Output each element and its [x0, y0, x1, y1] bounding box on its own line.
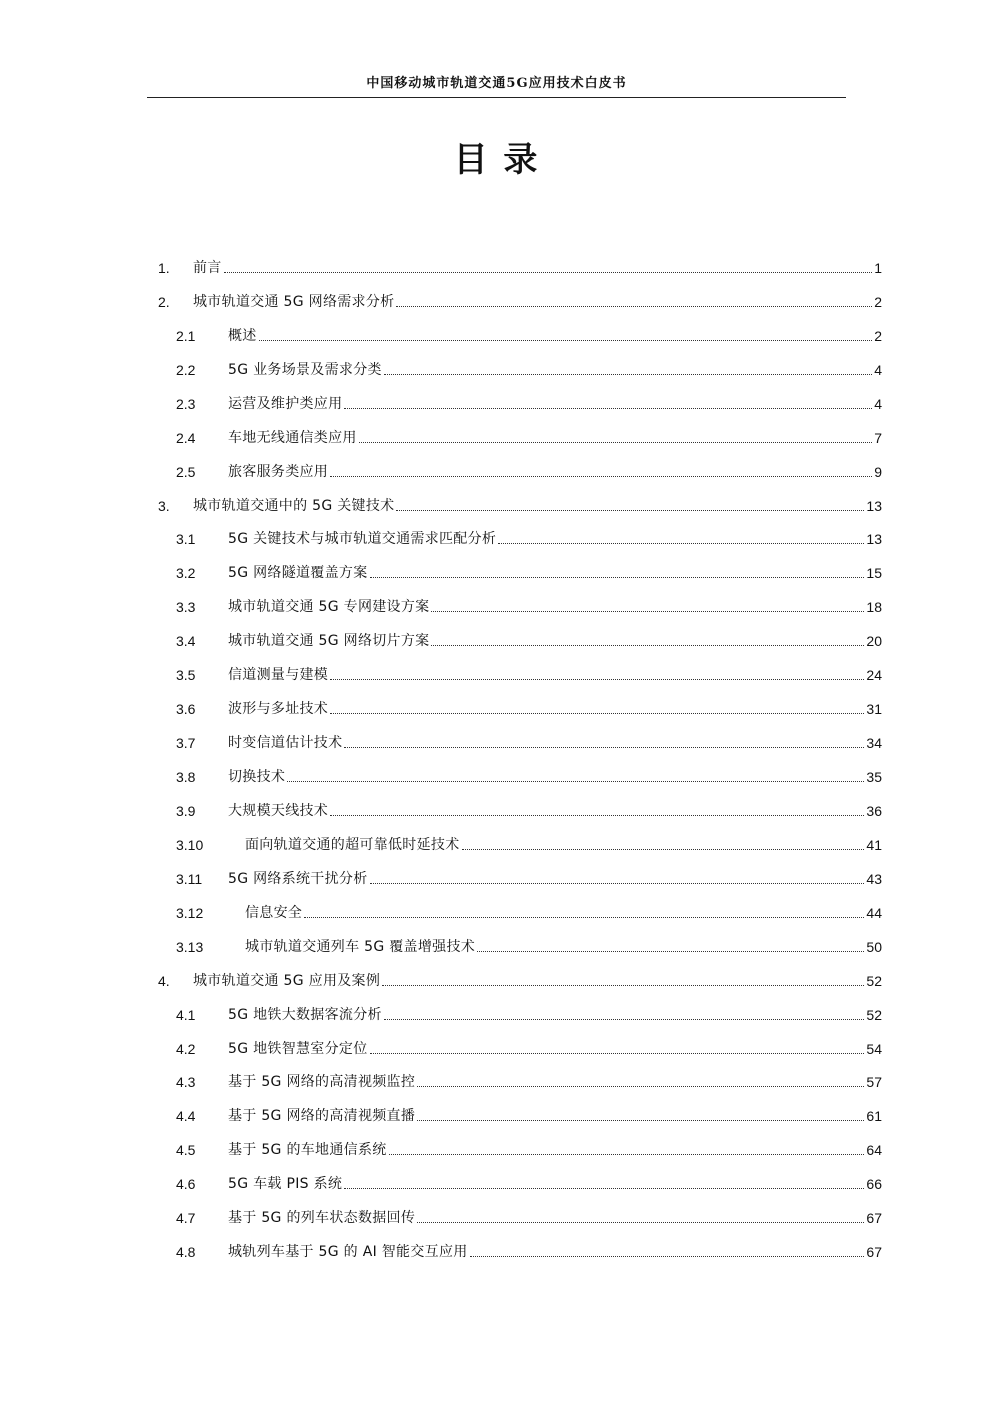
toc-entry[interactable] — [0, 489, 993, 523]
toc-entry-number: 4.1 — [176, 1006, 196, 1023]
toc-entry[interactable] — [0, 556, 993, 590]
toc-entry-page-number: 41 — [866, 836, 882, 853]
toc-entry[interactable] — [0, 1133, 993, 1167]
toc-dot-leader — [431, 600, 864, 614]
toc-dot-leader — [417, 1075, 864, 1089]
toc-entry-page-number: 4 — [874, 395, 882, 412]
toc-entry-number: 3.10 — [176, 836, 204, 853]
toc-entry[interactable] — [0, 658, 993, 692]
toc-entry-label: 车地无线通信类应用 — [228, 429, 357, 446]
toc-dot-leader — [344, 397, 872, 411]
header-rule — [147, 97, 846, 98]
toc-entry-number: 2.2 — [176, 361, 196, 378]
toc-entry[interactable] — [0, 1201, 993, 1235]
toc-entry-number: 3.12 — [176, 904, 204, 921]
toc-dot-leader — [330, 668, 864, 682]
toc-entry-page-number: 61 — [866, 1108, 882, 1125]
toc-entry-label: 基于 5G 网络的高清视频监控 — [228, 1074, 416, 1091]
toc-entry[interactable] — [0, 1099, 993, 1133]
toc-entry[interactable] — [0, 624, 993, 658]
toc-entry-number: 3. — [158, 497, 170, 514]
toc-entry-label: 前言 — [193, 259, 222, 276]
toc-entry-number: 4.3 — [176, 1074, 196, 1091]
toc-entry-label: 5G 业务场景及需求分类 — [228, 361, 382, 378]
toc-entry-page-number: 52 — [866, 1006, 882, 1023]
toc-entry-number: 3.11 — [176, 870, 203, 887]
toc-entry-page-number: 15 — [866, 565, 882, 582]
toc-entry-label: 5G 车载 PIS 系统 — [228, 1176, 343, 1193]
toc-dot-leader — [477, 940, 864, 954]
toc-dot-leader — [431, 634, 864, 648]
toc-entry-label: 面向轨道交通的超可靠低时延技术 — [245, 836, 460, 853]
toc-entry[interactable] — [0, 319, 993, 353]
toc-entry-label: 5G 地铁大数据客流分析 — [228, 1006, 382, 1023]
toc-entry-label: 信道测量与建模 — [228, 667, 329, 684]
toc-entry-label: 时变信道估计技术 — [228, 735, 343, 752]
toc-entry-label: 城轨列车基于 5G 的 AI 智能交互应用 — [228, 1244, 468, 1261]
toc-entry[interactable] — [0, 1235, 993, 1269]
toc-dot-leader — [370, 1042, 865, 1056]
toc-entry-label: 概述 — [228, 327, 257, 344]
toc-entry[interactable] — [0, 455, 993, 489]
toc-entry-number: 3.8 — [176, 769, 196, 786]
toc-dot-leader — [304, 906, 864, 920]
toc-dot-leader — [396, 499, 864, 513]
toc-entry-page-number: 2 — [874, 293, 882, 310]
toc-entry-page-number: 7 — [874, 429, 882, 446]
toc-entry[interactable] — [0, 285, 993, 319]
toc-entry-page-number: 64 — [866, 1142, 882, 1159]
toc-entry-number: 3.2 — [176, 565, 196, 582]
toc-entry[interactable] — [0, 726, 993, 760]
toc-entry-number: 4.2 — [176, 1040, 196, 1057]
toc-dot-leader — [384, 1008, 865, 1022]
page-title: 目 录 — [453, 140, 540, 180]
table-of-contents — [0, 251, 993, 1269]
toc-entry-number: 3.13 — [176, 938, 204, 955]
toc-entry[interactable] — [0, 760, 993, 794]
toc-dot-leader — [498, 532, 864, 546]
toc-entry[interactable] — [0, 794, 993, 828]
toc-entry-number: 2.5 — [176, 463, 196, 480]
toc-entry-page-number: 67 — [866, 1244, 882, 1261]
toc-dot-leader — [370, 566, 865, 580]
toc-entry-number: 3.7 — [176, 735, 196, 752]
toc-entry-number: 4.6 — [176, 1176, 196, 1193]
toc-entry-label: 城市轨道交通 5G 网络需求分析 — [193, 293, 395, 310]
toc-entry-number: 4.5 — [176, 1142, 196, 1159]
toc-entry-label: 大规模天线技术 — [228, 802, 329, 819]
toc-entry-page-number: 4 — [874, 361, 882, 378]
toc-entry-page-number: 2 — [874, 327, 882, 344]
toc-entry-number: 3.1 — [176, 531, 196, 548]
toc-entry-page-number: 31 — [866, 701, 882, 718]
toc-dot-leader — [330, 804, 864, 818]
toc-entry-page-number: 1 — [874, 259, 882, 276]
toc-entry-label: 运营及维护类应用 — [228, 395, 343, 412]
toc-entry-number: 3.9 — [176, 802, 196, 819]
toc-entry-page-number: 44 — [866, 904, 882, 921]
toc-entry-label: 基于 5G 网络的高清视频直播 — [228, 1108, 416, 1125]
running-header: 中国移动城市轨道交通5G应用技术白皮书 — [366, 76, 627, 91]
toc-entry[interactable] — [0, 251, 993, 285]
toc-entry-label: 5G 关键技术与城市轨道交通需求匹配分析 — [228, 531, 497, 548]
toc-entry-label: 城市轨道交通列车 5G 覆盖增强技术 — [245, 938, 476, 955]
toc-dot-leader — [370, 872, 865, 886]
toc-entry-page-number: 66 — [866, 1176, 882, 1193]
toc-entry-label: 城市轨道交通 5G 专网建设方案 — [228, 599, 430, 616]
toc-entry-number: 2.3 — [176, 395, 196, 412]
toc-dot-leader — [330, 702, 864, 716]
toc-entry-number: 2. — [158, 293, 170, 310]
toc-entry[interactable] — [0, 353, 993, 387]
toc-entry-page-number: 13 — [866, 497, 882, 514]
toc-entry-number: 3.4 — [176, 633, 196, 650]
toc-entry-page-number: 50 — [866, 938, 882, 955]
toc-entry[interactable] — [0, 590, 993, 624]
toc-dot-leader — [462, 838, 865, 852]
toc-entry-page-number: 54 — [866, 1040, 882, 1057]
toc-entry-label: 城市轨道交通中的 5G 关键技术 — [193, 497, 395, 514]
toc-dot-leader — [382, 974, 864, 988]
toc-entry-number: 3.3 — [176, 599, 196, 616]
toc-entry[interactable] — [0, 1167, 993, 1201]
toc-dot-leader — [470, 1245, 865, 1259]
toc-entry-label: 城市轨道交通 5G 网络切片方案 — [228, 633, 430, 650]
toc-entry[interactable] — [0, 930, 993, 964]
toc-entry-label: 基于 5G 的车地通信系统 — [228, 1142, 387, 1159]
toc-entry-page-number: 43 — [866, 870, 882, 887]
toc-entry-page-number: 67 — [866, 1210, 882, 1227]
toc-entry[interactable] — [0, 387, 993, 421]
toc-dot-leader — [330, 465, 872, 479]
toc-dot-leader — [384, 363, 872, 377]
toc-entry[interactable] — [0, 1032, 993, 1066]
toc-entry[interactable] — [0, 964, 993, 998]
toc-entry[interactable] — [0, 862, 993, 896]
toc-entry[interactable] — [0, 523, 993, 557]
toc-entry-page-number: 13 — [866, 531, 882, 548]
toc-dot-leader — [417, 1211, 864, 1225]
toc-entry-number: 3.6 — [176, 701, 196, 718]
toc-dot-leader — [389, 1143, 865, 1157]
toc-entry-number: 4.4 — [176, 1108, 196, 1125]
toc-dot-leader — [344, 736, 864, 750]
toc-entry[interactable] — [0, 692, 993, 726]
toc-dot-leader — [287, 770, 864, 784]
toc-entry-page-number: 18 — [866, 599, 882, 616]
toc-dot-leader — [359, 431, 873, 445]
toc-entry[interactable] — [0, 896, 993, 930]
toc-entry-label: 5G 网络系统干扰分析 — [228, 870, 368, 887]
toc-dot-leader — [344, 1177, 864, 1191]
toc-entry-label: 5G 地铁智慧室分定位 — [228, 1040, 368, 1057]
toc-entry-label: 切换技术 — [228, 769, 286, 786]
toc-entry-number: 3.5 — [176, 667, 196, 684]
toc-entry-number: 4.8 — [176, 1244, 196, 1261]
toc-entry-page-number: 34 — [866, 735, 882, 752]
toc-entry-page-number: 20 — [866, 633, 882, 650]
toc-entry-page-number: 9 — [874, 463, 882, 480]
toc-entry-label: 旅客服务类应用 — [228, 463, 329, 480]
toc-entry-number: 2.4 — [176, 429, 196, 446]
toc-entry-label: 波形与多址技术 — [228, 701, 329, 718]
toc-entry-label: 5G 网络隧道覆盖方案 — [228, 565, 368, 582]
toc-dot-leader — [417, 1109, 864, 1123]
toc-entry-page-number: 52 — [866, 972, 882, 989]
toc-entry-number: 4. — [158, 972, 170, 989]
toc-entry[interactable] — [0, 1066, 993, 1100]
toc-entry-page-number: 36 — [866, 802, 882, 819]
toc-entry-page-number: 24 — [866, 667, 882, 684]
toc-entry[interactable] — [0, 421, 993, 455]
toc-dot-leader — [224, 261, 873, 275]
toc-dot-leader — [396, 295, 872, 309]
toc-entry[interactable] — [0, 998, 993, 1032]
toc-entry-page-number: 57 — [866, 1074, 882, 1091]
toc-entry-number: 1. — [158, 259, 170, 276]
toc-entry-label: 基于 5G 的列车状态数据回传 — [228, 1210, 416, 1227]
toc-dot-leader — [259, 329, 873, 343]
toc-entry-label: 信息安全 — [245, 904, 303, 921]
toc-entry[interactable] — [0, 828, 993, 862]
toc-entry-page-number: 35 — [866, 769, 882, 786]
toc-entry-number: 2.1 — [176, 327, 196, 344]
toc-entry-number: 4.7 — [176, 1210, 196, 1227]
toc-entry-label: 城市轨道交通 5G 应用及案例 — [193, 972, 381, 989]
